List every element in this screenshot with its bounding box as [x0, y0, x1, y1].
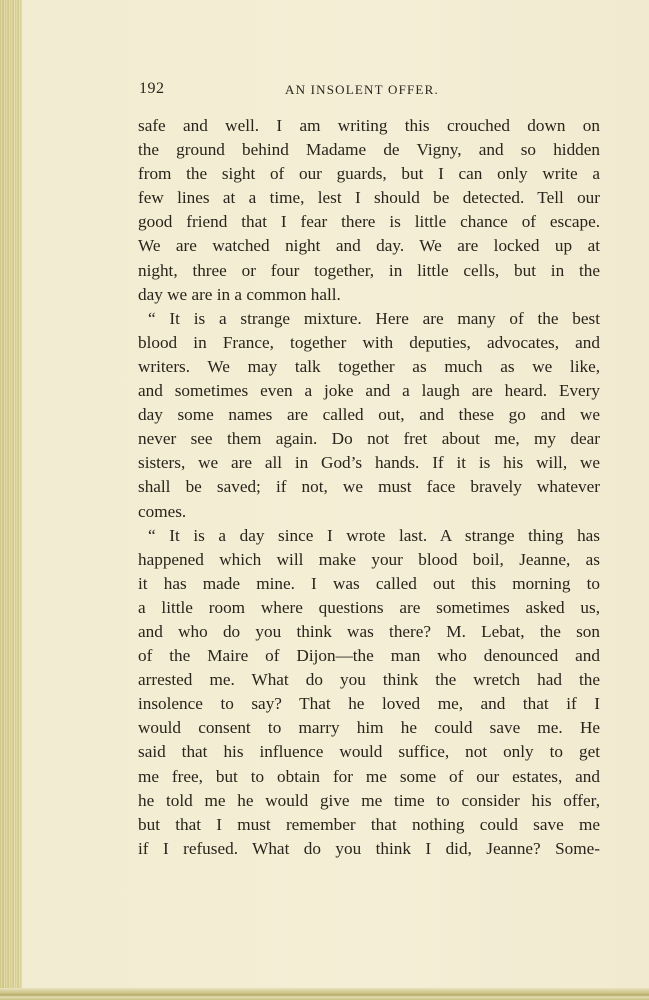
text-line: and sometimes even a joke and a laugh are heard. Every [138, 381, 600, 401]
text-line: blood in France, together with deputies, advocates, and [138, 332, 600, 352]
text-line: writers. We may talk together as much as we like, [138, 356, 600, 376]
running-header [139, 80, 599, 102]
book-spine-edge [0, 0, 22, 1000]
text-line: “ It is a strange mixture. Here are many of the best [148, 308, 600, 328]
text-line: it has made mine. I was called out this morning to [138, 573, 600, 593]
text-line: sisters, we are all in God’s hands. If it is his will, we [138, 453, 600, 473]
text-line: happened which will make your blood boil, Jeanne, as [138, 549, 600, 569]
text-line: of the Maire of Dijon—the man who denounced and [138, 646, 600, 666]
text-line: few lines at a time, lest I should be detected. Tell our [138, 188, 600, 208]
text-line: night, three or four together, in little cells, but in the [138, 260, 600, 280]
text-line: would consent to marry him he could save me. He [138, 718, 600, 738]
text-line: good friend that I fear there is little chance of escape. [138, 212, 600, 232]
text-line: if I refused. What do you think I did, Jeanne? Some- [138, 838, 600, 858]
text-line: from the sight of our guards, but I can only write a [138, 164, 600, 184]
text-line: the ground behind Madame de Vigny, and so hidden [138, 140, 600, 160]
text-line: day some names are called out, and these go and we [138, 405, 600, 425]
text-line: “ It is a day since I wrote last. A strange thing has [148, 525, 600, 545]
text-line: day we are in a common hall. [138, 284, 341, 304]
page-number: 192 [139, 80, 165, 97]
text-line: safe and well. I am writing this crouched down on [138, 116, 600, 135]
running-title: AN INSOLENT OFFER. [285, 82, 439, 97]
text-line: me free, but to obtain for me some of our estates, and [138, 766, 600, 786]
text-line: comes. [138, 501, 187, 521]
text-line: a little room where questions are sometimes asked us, [138, 597, 600, 617]
text-line: but that I must remember that nothing could save me [138, 814, 600, 834]
text-line: and who do you think was there? M. Lebat, the son [138, 621, 600, 641]
text-line: never see them again. Do not fret about me, my dear [138, 429, 600, 449]
text-line: insolence to say? That he loved me, and that if I [138, 694, 600, 714]
page-bottom-edge [0, 988, 649, 1000]
text-line: We are watched night and day. We are locked up at [138, 236, 600, 256]
text-line: he told me he would give me time to consider his offer, [138, 790, 600, 810]
text-line: arrested me. What do you think the wretch had the [138, 670, 600, 690]
text-line: shall be saved; if not, we must face bravely whatever [138, 477, 600, 497]
text-line: said that his influence would suffice, not only to get [138, 742, 600, 762]
body-text [138, 114, 600, 861]
